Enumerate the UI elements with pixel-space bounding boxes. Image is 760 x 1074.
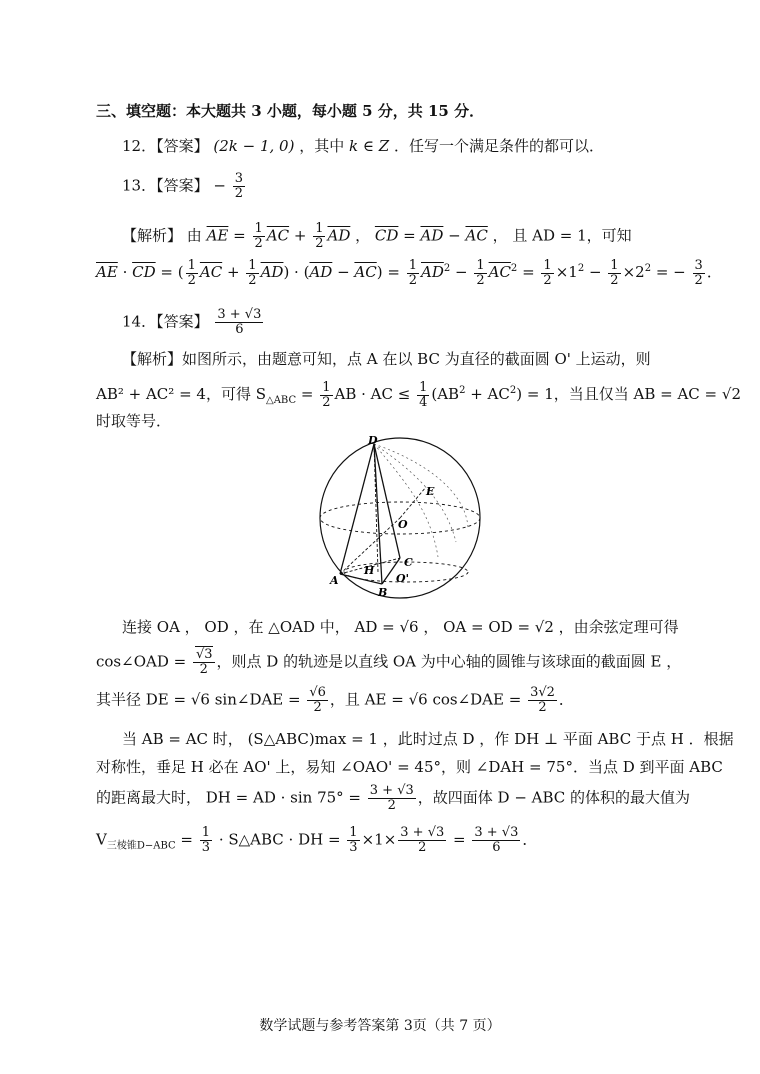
q13-answer-fraction xyxy=(233,172,245,201)
q14-answer-den: 6 xyxy=(235,322,244,337)
q14-p1-b-prefix: AB² + AC² = 4，可得 S xyxy=(96,385,266,403)
q14-analysis-label: 【解析】 xyxy=(122,350,183,368)
label-E: E xyxy=(426,485,435,498)
q14-p3-d-prefix: V xyxy=(96,830,107,849)
label-B: B xyxy=(378,586,388,599)
label-O-prime: O' xyxy=(396,572,409,585)
q14-p1-c: 时取等号． xyxy=(96,412,172,430)
q14-p3-d-rest: · S△ABC · DH = xyxy=(214,830,346,849)
q13-analysis-line2: $\overline{AE} \cdot \overline{CD}$ = ( $\frac{1}{2}$ $\overline{AC}$ + $\frac{1}{2}$ $\overline{AD}) \cdot (\overline{AD} - \overline{AC})$ = $\frac{1}{2}$ $\overline{AD}^2$ − $\frac{1}{2}$ $\overline{AC}^2$ = $\frac{1}{2}$ $\times 1^2$ − $\frac{1}{2}$ $\times 2^2$ = − $\frac{3}{2}$ ． xyxy=(96,257,722,288)
q14-p3-d: $V_{三棱锥D-ABC}$ = $\frac{1}{3}$ · S△ABC · DH = $\frac{1}{3}$ ×1× $\frac{3 + √3}{2}$ = $\frac{3 + √3}{6}$ ． xyxy=(96,825,538,855)
q14-answer-fraction xyxy=(215,308,263,337)
q14-p3-c-suffix: ，故四面体 D − ABC 的体积的最大值为 xyxy=(417,788,691,807)
sphere-tetrahedron-figure xyxy=(316,432,484,600)
q14-p2-c-mid: ，且 AE = √6 cos∠DAE = xyxy=(329,690,527,709)
q14-p1-a-text: 如图所示，由题意可知，点 A 在以 BC 为直径的截面圆 O' 上运动，则 xyxy=(182,350,651,368)
q14-p1-b: AB² + AC² = 4，可得 $S_{\triangle ABC}$ = $\frac{1}{2}$ AB · AC ≤ $\frac{1}{4}$ $(AB^2 + AC^2) = 1$，当且仅当 AB = AC = √2 xyxy=(96,379,741,410)
q14-p2-c-prefix: 其半径 DE = √6 sin∠DAE = xyxy=(96,690,306,709)
q12-k-in-z: k ∈ Z xyxy=(349,137,390,155)
q14-label: 14．【答案】 xyxy=(122,312,209,331)
label-C: C xyxy=(404,556,413,569)
q12-note-a: ，其中 xyxy=(299,137,350,155)
q12-line xyxy=(122,135,604,157)
label-A: A xyxy=(330,574,339,587)
q14-p3-c-prefix: 的距离最大时， DH = AD · sin 75° = xyxy=(96,788,366,807)
q14-p2-b-suffix: ，则点 D 的轨迹是以直线 OA 为中心轴的圆锥与该球面的截面圆 E ， xyxy=(216,652,682,671)
label-H: H xyxy=(364,564,375,577)
q13-line xyxy=(122,172,247,201)
q14-p1-b-mid: ，当且仅当 AB = AC = √2 xyxy=(553,385,741,403)
q14-p3-c: 的距离最大时， DH = AD · sin 75° = $\frac{3 + √3}{2}$ ，故四面体 D − ABC 的体积的最大值为 xyxy=(96,783,691,813)
q13-answer-sign: − xyxy=(213,176,226,195)
label-D: D xyxy=(368,434,378,447)
q14-p3-a: 当 AB = AC 时， (S△ABC)max = 1 ，此时过点 D ，作 DH ⊥ 平面 ABC 于点 H ．根据 xyxy=(122,730,734,748)
q14-answer-num: 3 + √3 xyxy=(217,307,262,322)
q14-p3-b: 对称性，垂足 H 必在 AO' 上，易知 ∠OAO' = 45°，则 ∠DAH = 75°．当点 D 到平面 ABC xyxy=(96,758,723,776)
q13-ad-eq: 且 AD = 1 xyxy=(512,226,587,245)
q13-analysis-prefix: 由 xyxy=(186,226,202,245)
section-title: 三、填空题：本大题共 3 小题，每小题 5 分，共 15 分． xyxy=(96,102,485,120)
q13-analysis-line1: 【解析】 由 $\overline{AE}$ = $\frac{1}{2}$ $\overline{AC}$ + $\frac{1}{2}$ $\overline{AD}$ ， $\overline{CD} = \overline{AD} - \overline{AC}$ ， 且 AD = 1，可知 xyxy=(122,221,632,251)
q14-line xyxy=(122,308,265,337)
q12-note-b: ．任写一个满足条件的都可以． xyxy=(393,137,604,155)
q14-p3-d-sub: 三棱锥D−ABC xyxy=(106,840,176,852)
q13-answer-den: 2 xyxy=(234,186,244,201)
q12-label: 12．【答案】 xyxy=(122,137,209,155)
label-O: O xyxy=(398,518,408,531)
q14-p2-a: 连接 OA ， OD ，在 △OAD 中， AD = √6 ， OA = OD = √2 ，由余弦定理可得 xyxy=(122,618,679,636)
q13-answer-num: 3 xyxy=(234,171,244,186)
q13-analysis-label: 【解析】 xyxy=(122,226,183,245)
q13-analysis-suffix: ，可知 xyxy=(586,226,632,245)
q14-p2-c: 其半径 DE = √6 sin∠DAE = $\frac{√6}{2}$ ，且 AE = √6 cos∠DAE = $\frac{3√2}{2}$ ． xyxy=(96,685,574,715)
q12-answer: (2k − 1, 0) xyxy=(213,137,295,155)
q13-label: 13．【答案】 xyxy=(122,176,209,195)
q14-p1-a xyxy=(122,348,651,370)
q14-p2-b: cos∠OAD = $\frac{√3}{2}$ ，则点 D 的轨迹是以直线 OA 为中心轴的圆锥与该球面的截面圆 E ， xyxy=(96,647,682,677)
page-footer: 数学试题与参考答案第 3页（共 7 页） xyxy=(259,1018,501,1034)
q14-p3-d-mid: = xyxy=(175,830,198,849)
